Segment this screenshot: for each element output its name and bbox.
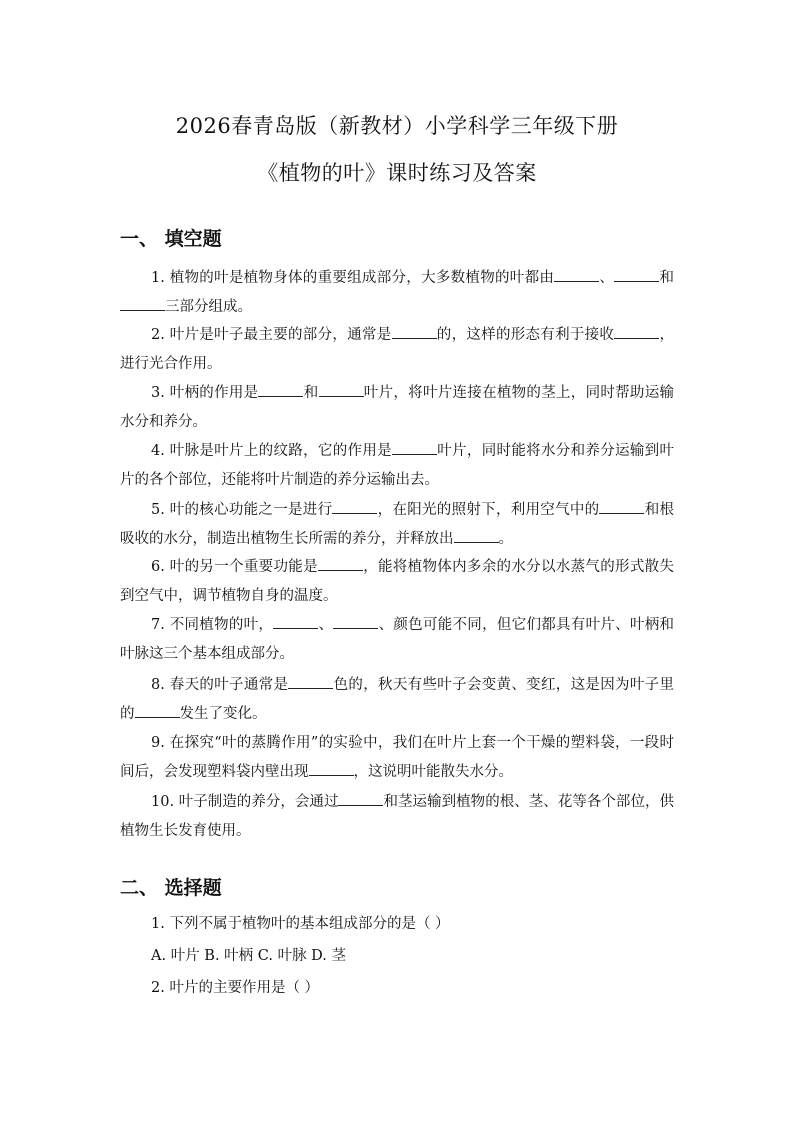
- question-text: 、: [599, 270, 615, 286]
- answer-blank[interactable]: [319, 382, 364, 397]
- question-text: 、: [318, 617, 334, 633]
- answer-blank[interactable]: [338, 791, 383, 806]
- answer-blank[interactable]: [309, 761, 354, 776]
- fill-question-6: [120, 553, 674, 611]
- answer-blank[interactable]: [120, 296, 165, 311]
- question-text: 10. 叶子制造的养分，会通过: [151, 794, 339, 810]
- answer-blank[interactable]: [614, 324, 659, 339]
- question-text: 色的，秋天有些叶子会变黄、变红，这是因为叶子里的: [120, 677, 675, 722]
- question-text: 5. 叶的核心功能之一是进行: [151, 502, 333, 518]
- question-text: 2. 叶片是叶子最主要的部分，通常是: [151, 327, 392, 343]
- answer-blank[interactable]: [392, 324, 437, 339]
- answer-blank[interactable]: [333, 614, 378, 629]
- question-text: 叶片，将叶片连接在植物的茎上，同时帮助运输水分和养分。: [120, 385, 674, 430]
- answer-blank[interactable]: [614, 267, 659, 282]
- question-text: 9. 在探究“叶的蒸腾作用”的实验中，我们在叶片上套一个干燥的塑料袋，一段时间后，会发现塑料袋内壁出现: [120, 735, 674, 780]
- section-heading-multiple-choice: 二、 选择题: [120, 877, 222, 899]
- question-text: 6. 叶的另一个重要功能是: [151, 559, 318, 575]
- question-text: 3. 叶柄的作用是: [151, 385, 259, 401]
- answer-blank[interactable]: [288, 674, 333, 689]
- choice-question-1: 1. 下列不属于植物叶的基本组成部分的是（ ）: [151, 916, 450, 932]
- fill-question-5: [120, 496, 674, 554]
- question-text: ，能将植物体内多余的水分以水蒸气的形式散失到空气中，调节植物自身的温度。: [120, 559, 674, 604]
- fill-question-2: [120, 321, 674, 379]
- question-text: 的，这样的形态有利于接收: [436, 327, 615, 343]
- answer-blank[interactable]: [318, 556, 363, 571]
- question-text: ，这说明叶能散失水分。: [353, 764, 513, 780]
- answer-blank[interactable]: [554, 267, 599, 282]
- answer-blank[interactable]: [332, 499, 377, 514]
- fill-question-7: [120, 611, 674, 669]
- choice-question-2: 2. 叶片的主要作用是（ ）: [151, 980, 320, 996]
- fill-question-3: [120, 379, 674, 437]
- question-text: 和: [303, 385, 319, 401]
- answer-blank[interactable]: [454, 528, 499, 543]
- question-text: 发生了变化。: [179, 706, 267, 722]
- question-text: 三部分组成。: [165, 299, 252, 315]
- answer-blank[interactable]: [135, 703, 180, 718]
- fill-question-1: [120, 264, 674, 322]
- question-text: 。: [498, 531, 513, 547]
- fill-question-4: [120, 437, 674, 495]
- question-text: 4. 叶脉是叶片上的纹路，它的作用是: [151, 443, 392, 459]
- question-text: 、颜色可能不同，但它们都具有叶片、叶柄和叶脉这三个基本组成部分。: [120, 617, 675, 662]
- question-text: ，在阳光的照射下，利用空气中的: [377, 502, 600, 518]
- document-title-line-1: 2026春青岛版（新教材）小学科学三年级下册: [175, 114, 619, 138]
- question-text: ，进行光合作用。: [120, 327, 675, 372]
- question-text: 和: [659, 270, 675, 286]
- section-heading-fill-in-blank: 一、 填空题: [120, 228, 222, 250]
- document-title-line-2: 《植物的叶》课时练习及答案: [257, 161, 537, 185]
- question-text: 1. 植物的叶是植物身体的重要组成部分，大多数植物的叶都由: [151, 270, 555, 286]
- choice-question-1-options: A. 叶片 B. 叶柄 C. 叶脉 D. 茎: [151, 948, 347, 964]
- question-text: 7. 不同植物的叶，: [151, 617, 274, 633]
- fill-question-10: [120, 788, 674, 846]
- fill-question-8: [120, 671, 674, 729]
- question-text: 和根吸收的水分，制造出植物生长所需的养分，并释放出: [120, 502, 675, 547]
- question-text: 和茎运输到植物的根、茎、花等各个部位，供植物生长发育使用。: [120, 794, 675, 839]
- answer-blank[interactable]: [392, 440, 437, 455]
- fill-question-9: [120, 729, 674, 787]
- answer-blank[interactable]: [599, 499, 644, 514]
- question-text: 8. 春天的叶子通常是: [151, 677, 289, 693]
- answer-blank[interactable]: [258, 382, 303, 397]
- answer-blank[interactable]: [273, 614, 318, 629]
- question-text: 叶片，同时能将水分和养分运输到叶片的各个部位，还能将叶片制造的养分运输出去。: [120, 443, 674, 488]
